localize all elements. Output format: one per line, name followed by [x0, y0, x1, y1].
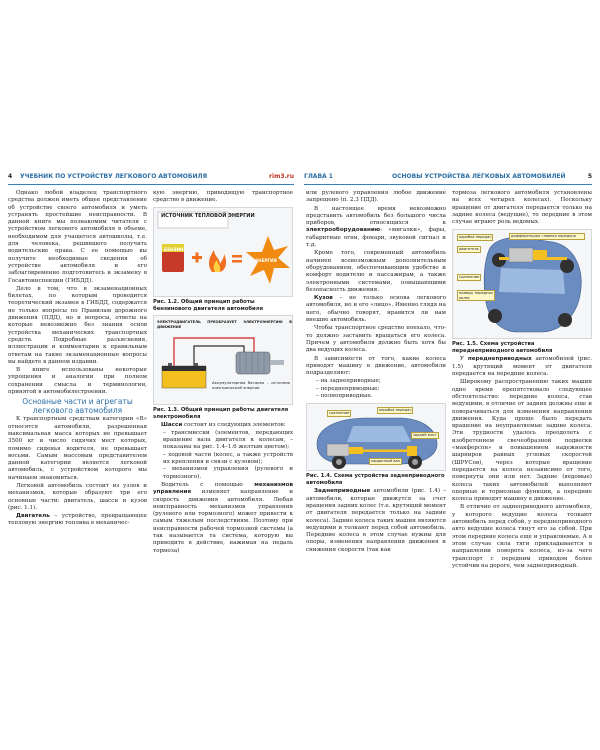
paragraph: [306, 488, 446, 554]
paragraph: кую энергию, приводящую транспортное средство в движение.: [153, 190, 293, 204]
paragraph: В книге использованы некоторые упрощения и аналогии при полном сохранении смысла и терминологии, принятой в автомобилестроении.: [8, 367, 147, 396]
paragraph: тормоза легкового автомобиля установлены на всех четырех колесах). Поскольку вращение от двигателя передается только на задние колеса (ведущие), то передние в этом случае играют роль ведомых.: [452, 190, 592, 226]
paragraph: К транспортным средствам категории «В» относятся автомобили, разрешенная максимальная масса которых не превышает 3500 кг и число сидячих мест которых, помимо сиденья водителя, не превышает восьми. Самым массовым представителем данной категории является легковой автомобиль, с устройством которого мы начинаем знакомиться.: [8, 416, 147, 481]
section-title: Основные части и агрегаты легкового автомобиля: [22, 397, 133, 416]
paragraph-text: состоит из следующих элементов:: [182, 421, 286, 428]
fig-label-fuel: БЕНЗИН: [164, 246, 184, 252]
term-engine: Двигатель: [16, 513, 50, 520]
list-item: – трансмиссии (элементов, передающих вращение вала двигателя к колесам, – показаны на рис. 1.4–1.6 желтым цветом);: [163, 429, 293, 451]
paragraph: [452, 356, 592, 378]
paragraph-text: автомобилей (рис. 1.5) крутящий момент от двигателя передается на передние колеса.: [452, 356, 592, 378]
paragraph: [306, 206, 446, 250]
chapter-label: ГЛАВА 1: [304, 173, 333, 180]
right-header-title: ОСНОВЫ УСТРОЙСТВА ЛЕГКОВЫХ АВТОМОБИЛЕЙ: [392, 173, 566, 180]
paragraph-text: изменяет направление и скорость движения автомобиля. Любая неисправность механизмов управления (рулевого или тормозного) может привести к самым тяжелым последствиям. Поэтому при неисправности рабочей тормозной системы (а так называется та система, которую вы приводите в действие, нажимая на педаль тормоза): [153, 489, 293, 554]
paragraph-text: : «мигалки», фары, габаритные огни, фонари, звуковой сигнал и т.д.: [306, 227, 446, 249]
figure-1-4: [306, 403, 446, 471]
label-differential: дифференциал главная передача: [509, 233, 585, 240]
right-page-header: [304, 170, 592, 185]
figure-1-3: [153, 315, 293, 405]
right-page-number: 5: [587, 173, 592, 180]
left-page-header: [8, 170, 294, 185]
figure-caption: Рис. 1.2. Общий принцип работы бензинового двигателя автомобиля: [153, 298, 264, 312]
drive-shaft-icon: [363, 450, 409, 453]
figure-caption: Рис. 1.5. Схема устройства переднеприводного автомобиля: [452, 341, 553, 355]
term-rwd: Заднеприводные: [314, 488, 371, 495]
engine-icon: [327, 444, 349, 456]
drive-types-list: [316, 378, 446, 400]
term-chassis: Шасси: [161, 421, 183, 428]
list-item: – механизмов управления (рулевого и тормозного).: [163, 466, 293, 480]
figure-caption: Рис. 1.3. Общий принцип работы двигателя электромобиля: [153, 406, 289, 420]
paragraph: Легковой автомобиль состоит из узлов и механизмов, которые образуют три его основные части: двигатель, шасси и кузов (рис. 1.1).: [8, 482, 147, 511]
left-column-1: [8, 190, 147, 529]
label-front-drive: привод передних колес: [459, 291, 493, 300]
figure-1-2: [153, 207, 293, 297]
term-electrical: электрооборудованию: [306, 227, 381, 234]
paragraph: [153, 422, 293, 429]
paragraph-text: Водитель с помощью: [161, 481, 255, 488]
site-link[interactable]: rim3.ru: [269, 173, 294, 180]
paragraph-text: В настоящее время невозможно представить автомобиль без большого числа приборов, относящихся к: [306, 205, 446, 227]
term-controls: механизмов управления: [153, 481, 293, 496]
term-body: Кузов: [314, 295, 333, 302]
paragraph: или рулевого управления любое движение запрещено (п. 2.3 ПДД).: [306, 190, 446, 204]
left-header-title: УЧЕБНИК ПО УСТРОЙСТВУ ЛЕГКОВОГО АВТОМОБИЛЯ: [20, 173, 208, 180]
paragraph: В зависимости от того, какие колеса приводят машину в движение, автомобили подразделяют:: [306, 355, 446, 377]
list-item: – переднеприводные;: [316, 385, 380, 392]
left-page-number: 4: [8, 173, 13, 180]
fig-label-source: ИСТОЧНИК ТЕПЛОВОЙ ЭНЕРГИИ: [161, 212, 255, 219]
term-fwd: переднеприводных: [467, 356, 532, 363]
front-drive-icon: [547, 257, 567, 260]
label-gearbox: коробка передач: [459, 235, 492, 240]
paragraph: Дело в том, что в экзаменационных билетах, по которым проводится теоретический экзамен в ГИБДД, содержатся не только вопросы по Правилам дорожного движения (ПДД), но и вопросы, ответы на которые невозможно без знания основ устройства механических транспортных средств. Подробные разъяснения, иллюстрации и комментарии к правильным ответам на такие экзаменационные вопросы вы найдете в данном издании.: [8, 285, 147, 365]
paragraph: В отличие от заднеприводного автомобиля, у которого ведущие колеса толкают автомобиль перед собой, у переднеприводного авто ведущие колеса тянут его за собой. При этом передние колеса еще и управляемые. А в этом случае сила тяги прикладывается в направлении поворота колеса, из-за чего транспорт с передним приводом более устойчив на дороге, чем заднеприводный.: [452, 504, 592, 569]
paragraph: [306, 295, 446, 324]
paragraph: Кроме того, современный автомобиль начинен всевозможным дополнительным оборудованием, обеспечивающим удобство и комфорт водителю и пассажирам, а также электронными системами, повышающими безопасность движения.: [306, 250, 446, 293]
fuel-energy-illustration: [154, 208, 293, 296]
fig-label-battery: Аккумуляторная батарея – источник электрической энергии: [212, 379, 290, 390]
right-page: [300, 0, 600, 750]
fig-label-energy: ЭНЕРГИЯ: [255, 257, 277, 263]
list-item: – на заднеприводные;: [316, 378, 381, 385]
paragraph-text: У: [460, 356, 468, 363]
label-engine: двигатель: [459, 247, 479, 252]
paragraph-text: автомобили (рис. 1.4) – автомобили, которые движутся за счет вращения задних колес (т.е. крутящий момент от двигателя передается только на задние колеса). Задние колеса таких машин являются ведущими и толкают перед собой автомобиль. Передние колеса в этом случае нужны для опоры, изменения направления движения и снижения скорости (так как: [306, 488, 446, 553]
fig-label-motor: ЭЛЕКТРОДВИГАТЕЛЬ ПРЕОБРАЗУЕТ ЭЛЕКТРОЭНЕРГИЮ В ДВИЖЕНИЕ: [157, 319, 292, 329]
paragraph: [8, 513, 147, 528]
paragraph-text: – не только основа легкового автомобиля, но и его «лицо». Именно глядя на него, обычно говорят, нравится ли нам внешне автомобиль.: [306, 295, 446, 324]
chassis-list: [163, 430, 293, 481]
paragraph: Однако любой владелец транспортного средства должен иметь общее представление об устройстве своего автомобиля и уметь устранять простейшие неисправности. В данной книге мы познакомим читателя с устройством легкового автомобиля в объеме, необходимом для учащегося автошколы, т.е. для человека, решившего получить водительские права. С ее помощью вы получите необходимые сведения об устройстве автомобиля и его заблаговременно подготовитесь к экзамену в Госавтоинспекции (ГИБДД).: [8, 190, 147, 284]
figure-1-5: [452, 229, 592, 339]
label-clutch: сцепление: [459, 275, 480, 280]
electric-motor-icon: [236, 352, 270, 374]
paragraph-text: – устройство, превращающее тепловую энергию топлива в механичес-: [8, 513, 147, 527]
paragraph: Широкому распространению таких машин одно время препятствовало следующее обстоятельство: передние колеса, став ведущими, в отличие от задних должны еще и поворачиваться для изменения направления движения. Куда проще было передать вращение на неуправляемые задние колеса. Эти трудности удалось преодолеть с изобретением свечеобразной подвески «макферсон» и повышением надежности шарниров равных угловых скоростей (ШРУСов), через которые вращение передается на колеса независимо от того, повернуты они или нет. Задние (ведомые) колеса таких автомобилей выполняют опорные и тормозные функции, а передние колеса приводят машину в движение.: [452, 379, 592, 503]
list-item: – ходовой части (колес, а также устройств их крепления и связи с кузовом);: [163, 451, 293, 466]
label-gearbox: коробка передач: [379, 408, 412, 413]
figure-caption: Рис. 1.4. Схема устройства заднеприводного автомобиля: [306, 473, 445, 487]
list-item: – полноприводные.: [316, 393, 373, 400]
right-column-1: [306, 190, 446, 555]
paragraph: [153, 482, 293, 555]
engine-icon: [509, 248, 533, 262]
paragraph: Чтобы транспортное средство поехало, что-то должно заставить вращаться его колеса. Причем у автомобиля должно быть хотя бы два ведущих колеса.: [306, 325, 446, 354]
right-column-2: [452, 190, 592, 571]
label-rear-axle: задний мост: [413, 433, 437, 438]
label-clutch: сцепление: [329, 411, 350, 416]
label-driveshaft: карданный вал: [371, 459, 400, 464]
left-column-2: [153, 190, 293, 556]
